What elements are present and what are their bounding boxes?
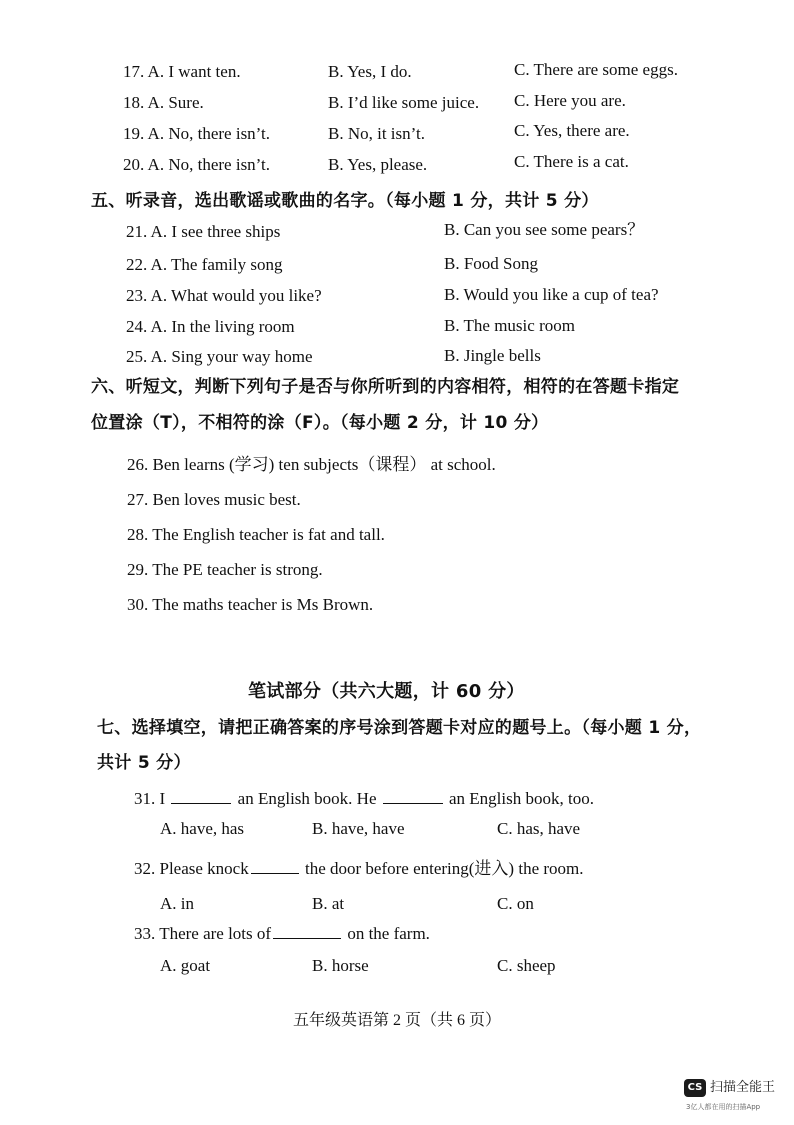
camscanner-logo-icon: CS — [684, 1079, 706, 1097]
q32-option-a: A. in — [160, 894, 194, 913]
q31-text-2: an English book. He — [237, 789, 377, 808]
q33-text-2: on the farm. — [347, 924, 430, 943]
q25-option-b: B. Jingle bells — [444, 346, 541, 365]
q20-option-b: B. Yes, please. — [328, 155, 428, 174]
q32-option-b: B. at — [312, 894, 345, 913]
q32-option-c: C. on — [497, 894, 534, 913]
q18-option-b: B. I’d like some juice. — [328, 93, 480, 112]
q31-option-c: C. has, have — [497, 819, 581, 838]
section-7-heading-line-1: 七、选择填空，请把正确答案的序号涂到答题卡对应的题号上。（每小题 1 分， — [97, 718, 702, 738]
q20-option-a: 20. A. No, there isn’t. — [123, 155, 271, 174]
section-6-heading-line-1: 六、听短文，判断下列句子是否与你所听到的内容相符，相符的在答题卡指定 — [91, 377, 680, 397]
q33-option-a: A. goat — [160, 956, 211, 975]
q31-option-a: A. have, has — [160, 819, 245, 838]
q17-option-b: B. Yes, I do. — [328, 62, 412, 81]
section-6-heading-line-2: 位置涂（T），不相符的涂（F）。（每小题 2 分，计 10 分） — [91, 413, 549, 433]
page-footer: 五年级英语第 2 页（共 6 页） — [292, 1012, 501, 1029]
q21-option-a: 21. A. I see three ships — [126, 222, 281, 241]
section-7-heading-line-2: 共计 5 分） — [97, 753, 191, 773]
scanner-app-name: 扫描全能王 — [710, 1080, 776, 1095]
q24-option-a: 24. A. In the living room — [126, 317, 295, 336]
q33-option-b: B. horse — [312, 956, 369, 975]
q23-option-b: B. Would you like a cup of tea? — [444, 285, 659, 304]
q32-stem — [134, 857, 584, 880]
q31-text-3: an English book, too. — [449, 789, 594, 808]
q19-option-c: C. Yes, there are. — [514, 121, 630, 140]
q22-option-b: B. Food Song — [444, 254, 538, 273]
q32-text-1: 32. Please knock — [134, 859, 249, 878]
q33-text-1: 33. There are lots of — [134, 924, 272, 943]
q19-option-b: B. No, it isn’t. — [328, 124, 425, 143]
q19-option-a: 19. A. No, there isn’t. — [123, 124, 271, 143]
q31-stem — [134, 787, 594, 810]
q23-option-a: 23. A. What would you like? — [126, 286, 322, 305]
q21-option-b: B. Can you see some pears？ — [444, 220, 645, 239]
q31-text-1: 31. I — [134, 789, 166, 808]
scanner-tagline: 3亿人都在用的扫描App — [686, 1103, 761, 1111]
q33-stem — [134, 922, 430, 945]
q26-statement: 26. Ben learns (学习) ten subjects（课程） at school. — [127, 455, 496, 474]
q18-option-c: C. Here you are. — [514, 91, 626, 110]
q28-statement: 28. The English teacher is fat and tall. — [127, 525, 385, 544]
q29-statement: 29. The PE teacher is strong. — [127, 560, 323, 579]
q17-option-a: 17. A. I want ten. — [123, 62, 241, 81]
answer-blank — [273, 922, 341, 939]
q18-option-a: 18. A. Sure. — [123, 93, 204, 112]
answer-blank — [383, 787, 443, 804]
q33-option-c: C. sheep — [497, 956, 556, 975]
q25-option-a: 25. A. Sing your way home — [126, 347, 313, 366]
q22-option-a: 22. A. The family song — [126, 255, 283, 274]
answer-blank — [171, 787, 231, 804]
q17-option-c: C. There are some eggs. — [514, 60, 678, 79]
answer-blank — [251, 857, 299, 874]
section-5-heading: 五、听录音，选出歌谣或歌曲的名字。（每小题 1 分，共计 5 分） — [91, 191, 599, 211]
q32-text-2: the door before entering(进入) the room. — [304, 859, 584, 878]
q31-option-b: B. have, have — [312, 819, 405, 838]
written-part-title: 笔试部分（共六大题，计 60 分） — [248, 681, 525, 702]
q30-statement: 30. The maths teacher is Ms Brown. — [127, 595, 374, 614]
q24-option-b: B. The music room — [444, 316, 575, 335]
q27-statement: 27. Ben loves music best. — [127, 490, 301, 509]
q20-option-c: C. There is a cat. — [514, 152, 629, 171]
